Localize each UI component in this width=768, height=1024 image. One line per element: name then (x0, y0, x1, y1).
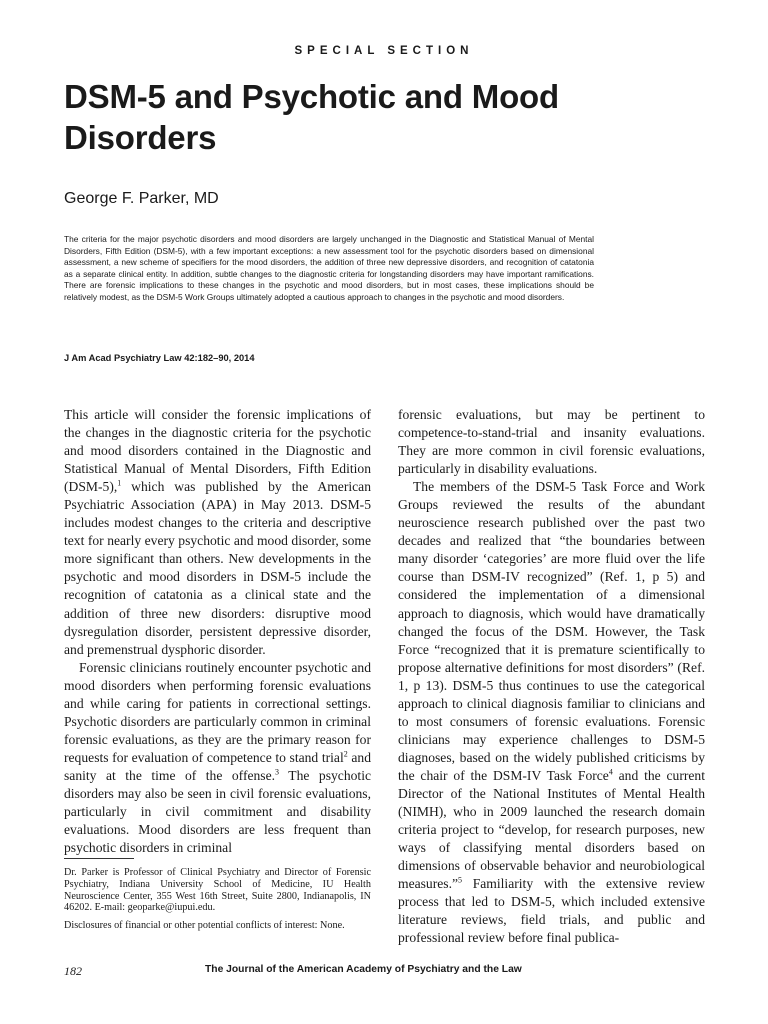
body-paragraph: The members of the DSM-5 Task Force and Work Groups reviewed the results of the abundant neuroscience research published over the past two decades and realized that “the boundaries between many disorder ‘categories’ are more fluid over the life course than DSM-IV recognized” (Ref. 1, p 5) and considered the implementation of a dimensional approach to diagnosis, which would have dramatically changed the focus of the DSM. However, the Task Force “recognized that it is premature scientifically to propose alternative definitions for most disorders” (Ref. 1, p 13). DSM-5 thus continues to use the categorical approach to clinical diagnosis familiar to clinicians and to most consumers of forensic evaluations. Forensic clinicians may experience challenges to DSM-5 diagnoses, based on the widely published criticisms by the chair of the DSM-IV Task Force$^4$ and the current Director of the National Institutes of Mental Health (NIMH), who in 2009 launched the research domain criteria project to “develop, for research purposes, new ways of classifying mental disorders based on dimensions of observable behavior and neurobiological measures.”$^5$ Familiarity with the extensive review process that led to DSM-5, which included extensive literature reviews, field trials, and public and professional review before final publica- (398, 479, 705, 946)
footnote-divider (64, 858, 134, 859)
body-column-left (64, 406, 371, 857)
footnotes (64, 867, 371, 938)
author-name: George F. Parker, MD (64, 190, 219, 207)
article-title: DSM-5 and Psychotic and Mood Disorders (64, 78, 559, 156)
body-paragraph: Forensic clinicians routinely encounter psychotic and mood disorders when performing forensic evaluations and while caring for patients in correctional settings. Psychotic disorders are particularly common in criminal forensic evaluations, as they are the primary reason for requests for evaluation of competence to stand trial$^2$ and sanity at the time of the offense.$^3$ The psychotic disorders may also be seen in civil forensic evaluations, particularly in civil commitment and disability evaluations. Mood disorders are less frequent than psychotic disorders in criminal (64, 659, 371, 856)
citation: J Am Acad Psychiatry Law 42:182–90, 2014 (64, 353, 255, 363)
author-affiliation-note: Dr. Parker is Professor of Clinical Psychiatry and Director of Forensic Psychiatry, Indiana University School of Medicine, IU Health Neuroscience Center, 355 West 16th Street, Suite 2800, Indianapolis, IN 46202. E-mail: geoparke@iupui.edu. (64, 867, 371, 914)
footnote-ref[interactable]: 3 (275, 767, 280, 777)
disclosure-note: Disclosures of financial or other potential conflicts of interest: None. (64, 920, 345, 932)
body-paragraph: This article will consider the forensic implications of the changes in the diagnostic criteria for the psychotic and mood disorders contained in the Diagnostic and Statistical Manual of Mental Disorders, Fifth Edition (DSM-5),$^1$ which was published by the American Psychiatric Association (APA) in May 2013. DSM-5 includes modest changes to the criteria and descriptive text for nearly every psychotic and mood disorder, some more significant than others. New developments in the psychotic and mood disorders in DSM-5 include the recognition of catatonia as a clinical state and the addition of three new disorders: disruptive mood dysregulation disorder, persistent depressive disorder, and premenstrual dysphoric disorder. (64, 407, 371, 657)
footnote-ref[interactable]: 1 (117, 478, 122, 488)
body-column-right (398, 406, 705, 947)
footnote-ref[interactable]: 2 (343, 749, 348, 759)
section-label: SPECIAL SECTION (294, 45, 474, 57)
footnote-ref[interactable]: 5 (458, 875, 463, 885)
body-paragraph: forensic evaluations, but may be pertinent to competence-to-stand-trial and insanity evaluations. They are more common in civil forensic evaluations, particularly in disability evaluations. (398, 407, 705, 477)
journal-name: The Journal of the American Academy of Psychiatry and the Law (205, 964, 522, 975)
footnote-ref[interactable]: 4 (608, 767, 613, 777)
page-number: 182 (64, 964, 82, 978)
abstract: The criteria for the major psychotic disorders and mood disorders are largely unchanged in the Diagnostic and Statistical Manual of Mental Disorders, Fifth Edition (DSM-5), with a few important exceptions: a new assessment tool for the psychotic disorders based on dimensional assessment, a new scheme of specifiers for the mood disorders, the addition of three new depressive disorders, and recognition of catatonia as a separate clinical entity. In addition, subtle changes to the diagnostic criteria for longstanding disorders may have important ramifications. There are forensic implications to these changes in the psychotic and mood disorders, but in most cases, these implications should be relatively modest, as the DSM-5 Work Groups ultimately adopted a cautious approach to changes in the psychotic and mood disorders. (64, 234, 594, 302)
